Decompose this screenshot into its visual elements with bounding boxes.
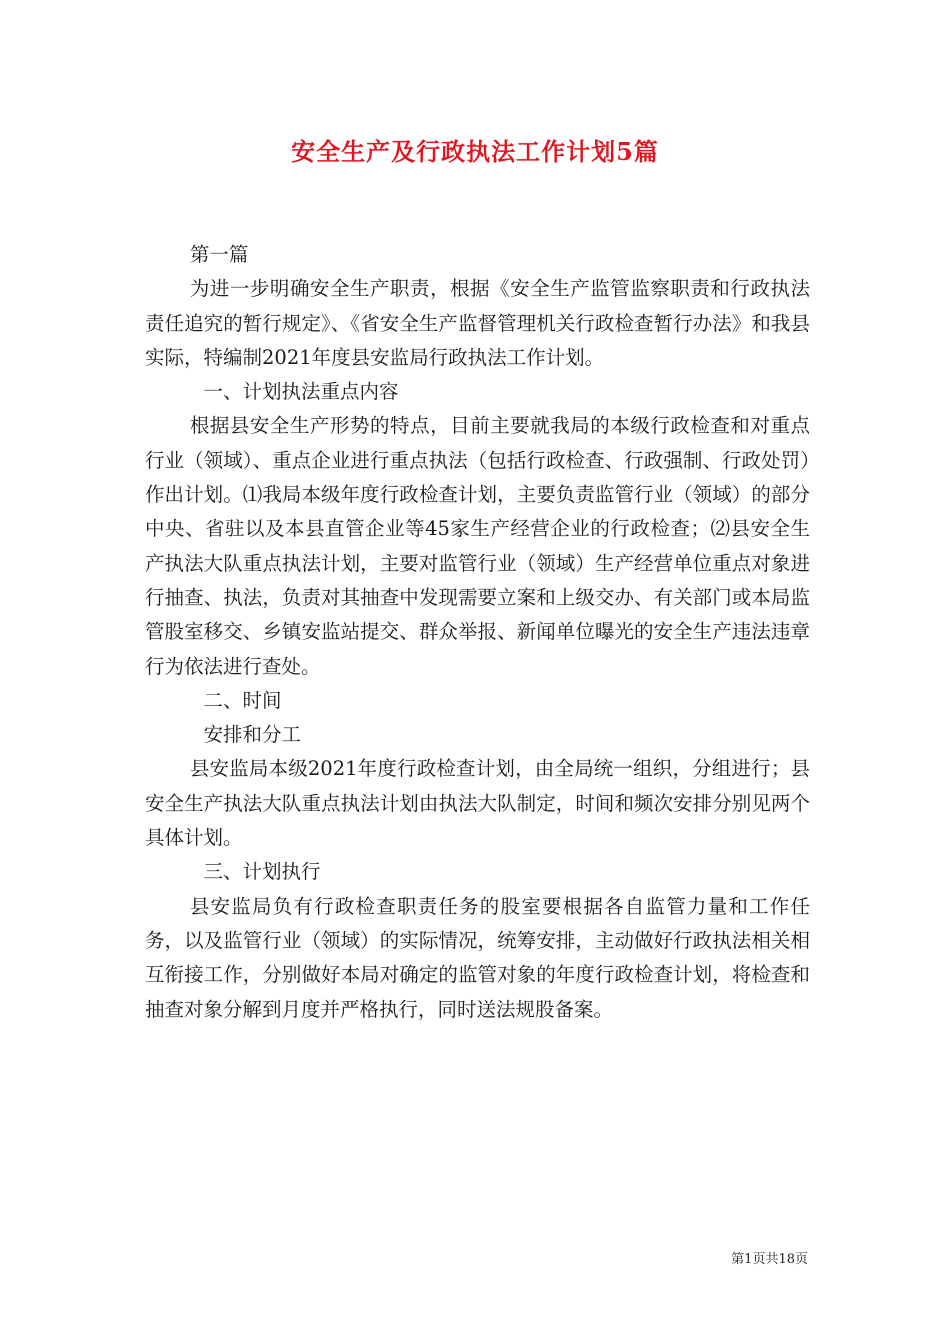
heading-3: 三、计划执行	[203, 860, 321, 884]
heading-2: 二、时间	[203, 688, 282, 712]
page-number: 第1页共18页	[731, 1252, 808, 1267]
section-label: 第一篇	[189, 243, 249, 266]
intro-paragraph: 为进一步明确安全生产职责，根据《安全生产监管监察职责和行政执法责任追究的暂行规定》、《省安全生产监督管理机关行政检查暂行办法》和我县实际，特编制2021年度县安监局行政执法工作计划。	[145, 277, 810, 369]
paragraph-3: 县安监局负有行政检查职责任务的股室要根据各自监管力量和工作任务，以及监管行业（领域）的实际情况，统筹安排，主动做好行政执法相关相互衔接工作，分别做好本局对确定的监管对象的年度行政检查计划，将检查和抽查对象分解到月度并严格执行，同时送法规股备案。	[145, 894, 810, 1021]
document-body	[145, 238, 810, 1027]
heading-1: 一、计划执法重点内容	[203, 380, 399, 404]
heading-2-sub: 安排和分工	[203, 723, 302, 747]
document-title: 安全生产及行政执法工作计划5篇	[291, 137, 659, 166]
paragraph-2: 县安监局本级2021年度行政检查计划，由全局统一组织，分组进行；县安全生产执法大队重点执法计划由执法大队制定，时间和频次安排分别见两个具体计划。	[145, 757, 810, 850]
paragraph-1: 根据县安全生产形势的特点，目前主要就我局的本级行政检查和对重点行业（领域）、重点企业进行重点执法（包括行政检查、行政强制、行政处罚）作出计划。⑴我局本级年度行政检查计划，主要负责监管行业（领域）的部分中央、省驻以及本县直管企业等45家生产经营企业的行政检查；⑵县安全生产执法大队重点执法计划，主要对监管行业（领域）生产经营单位重点对象进行抽查、执法，负责对其抽查中发现需要立案和上级交办、有关部门或本局监管股室移交、乡镇安监站提交、群众举报、新闻单位曝光的安全生产违法违章行为依法进行查处。	[145, 414, 810, 678]
